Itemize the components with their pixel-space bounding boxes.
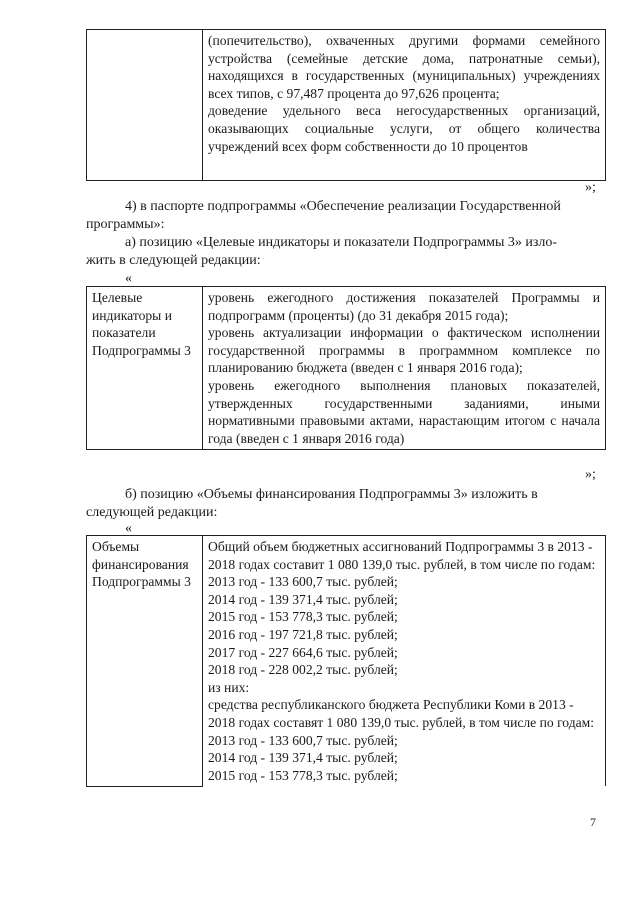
table-paragraph: уровень актуализации информации о фактическом исполнении государственной программы в программном комплексе по планированию бюджета (введен с 1 января 2016 года); (208, 325, 600, 376)
finance-line: 2016 год - 197 721,8 тыс. рублей; (208, 626, 398, 642)
table-financing (86, 535, 606, 787)
item-4-text-cont: программы»: (86, 217, 165, 232)
table-content-cell (203, 30, 606, 181)
table-paragraph: (попечительство), охваченных другими формами семейного устройства (семейные детские дома, патронатные семьи), находящихся в государственных (муниципальных) учреждениях всех типов, с 97,487 процента до 97,626 процента; (208, 33, 600, 101)
finance-line: из них: (208, 679, 250, 695)
table-content-cell (203, 287, 606, 450)
finance-line: 2015 год - 153 778,3 тыс. рублей; (208, 767, 398, 783)
closing-quote: »; (585, 467, 596, 482)
table-row (87, 30, 606, 181)
table-paragraph: уровень ежегодного достижения показателей Программы и подпрограмм (проценты) (до 31 декабря 2015 года); (208, 290, 600, 323)
finance-line: 2013 год - 133 600,7 тыс. рублей; (208, 574, 398, 590)
table-paragraph: уровень ежегодного выполнения плановых показателей, утвержденных государственными заданиями, иными нормативными правовыми актами, нарастающим итогом с начала года (введен с 1 января 2016 года) (208, 377, 600, 446)
table-continuation (86, 29, 606, 181)
table-label-cell (87, 30, 203, 181)
finance-line: 2018 год - 228 002,2 тыс. рублей; (208, 662, 398, 678)
item-b-text: б) позицию «Объемы финансирования Подпрограммы 3» изложить в (125, 487, 538, 502)
table-row (87, 287, 606, 450)
table-target-indicators (86, 286, 606, 450)
finance-line: 2014 год - 139 371,4 тыс. рублей; (208, 591, 398, 607)
item-a-text: а) позицию «Целевые индикаторы и показатели Подпрограммы 3» изло- (125, 235, 558, 250)
item-a-text-cont: жить в следующей редакции: (86, 253, 261, 268)
table-content-cell (203, 536, 606, 787)
page-number: 7 (590, 815, 596, 829)
item-4-text: 4) в паспорте подпрограммы «Обеспечение реализации Государственной (125, 199, 561, 214)
finance-line: 2015 год - 153 778,3 тыс. рублей; (208, 609, 398, 625)
finance-line: средства республиканского бюджета Республики Коми в 2013 - 2018 годах составят 1 080 139,0 тыс. рублей, в том числе по годам: (208, 697, 595, 730)
opening-quote: « (125, 271, 132, 286)
closing-quote: »; (585, 180, 596, 195)
table-row (87, 536, 606, 787)
table-paragraph: доведение удельного веса негосударственных организаций, оказывающих социальные услуги, от общего количества учреждений всех форм собственности до 10 процентов (208, 103, 600, 154)
item-b-text-cont: следующей редакции: (86, 505, 218, 520)
finance-line: 2014 год - 139 371,4 тыс. рублей; (208, 750, 398, 766)
finance-line: Общий объем бюджетных ассигнований Подпрограммы 3 в 2013 - 2018 годах составит 1 080 139,0 тыс. рублей, в том числе по годам: (208, 539, 596, 572)
opening-quote: « (125, 521, 132, 536)
table-label-cell: Объемы финансирования Подпрограммы 3 (87, 536, 203, 787)
finance-line: 2017 год - 227 664,6 тыс. рублей; (208, 644, 398, 660)
finance-line: 2013 год - 133 600,7 тыс. рублей; (208, 732, 398, 748)
table-label-cell: Целевые индикаторы и показатели Подпрограммы 3 (87, 287, 203, 450)
